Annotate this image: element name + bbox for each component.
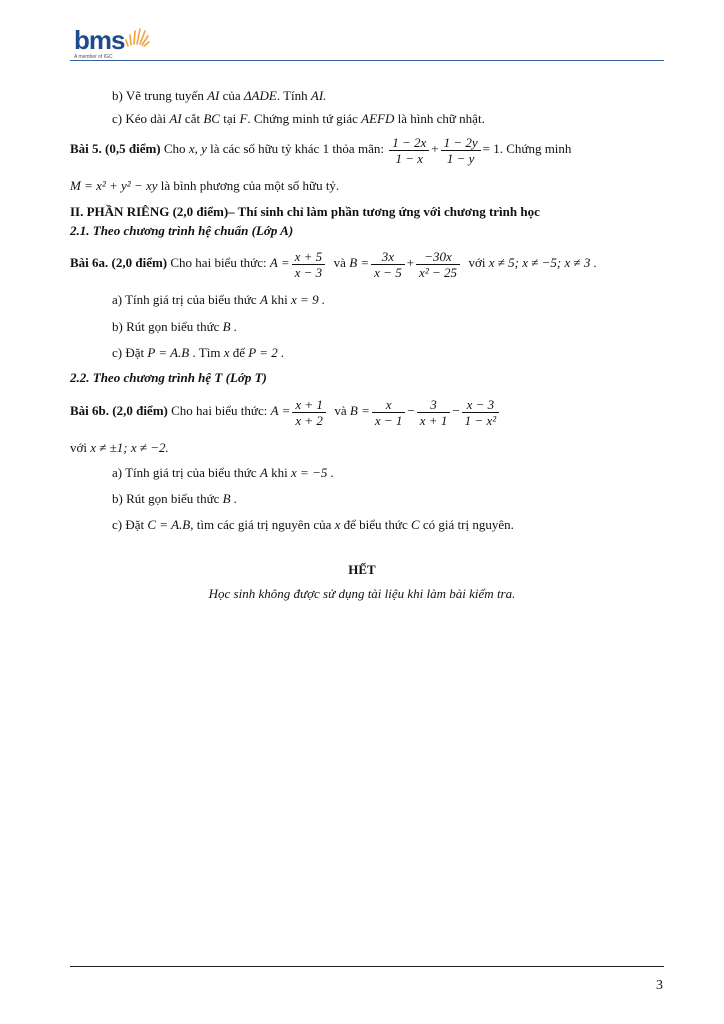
item-c-line: c) Kéo dài AI cắt BC tại F. Chứng minh tứ giác AEFD là hình chữ nhật. (112, 111, 485, 126)
bai6b-B-fraction-2: $\frac{3}{x + 1}$ (417, 397, 451, 428)
bai5-fraction-2: $\frac{1 - 2y}{1 - y}$ (441, 135, 481, 166)
bai6a-B-fraction-1: $\frac{3x}{x - 5}$ (371, 249, 405, 280)
item-b-line: b) Vẽ trung tuyến AI của ΔADE. Tính AI. (112, 88, 327, 103)
bms-logo (74, 24, 154, 64)
bai6a-B-fraction-2: $\frac{-30x}{\text{x² − 25}}$ (416, 249, 460, 280)
end-marker: HẾT (348, 562, 376, 577)
bai6a-line: Bài 6a. (2,0 điểm) Cho hai biểu thức: A = $\frac{x + 5}{x - 3}$ và B = $\frac{3x}{x - 5}$ + $\frac{-30x}{\text{x² − 25}}$ với x ≠ 5; x ≠ −5; x ≠ 3 . (70, 248, 597, 280)
page-number: 3 (656, 978, 663, 993)
section-2-2-heading: 2.2. Theo chương trình hệ T (Lớp T) (70, 370, 267, 385)
bai6b-item-c: c) Đặt C = A.B, tìm các giá trị nguyên của x để biểu thức C có giá trị nguyên. (112, 517, 514, 532)
bai5-line-2: M = x² + y² − xy là bình phương của một số hữu tỷ. (70, 178, 340, 193)
bai6a-A-fraction: $\frac{x + 5}{x - 3}$ (292, 249, 326, 280)
bai6b-B-fraction-1: $\frac{x}{x - 1}$ (372, 397, 406, 428)
bai5-line: Bài 5. (0,5 điểm) Cho x, y là các số hữu tỷ khác 1 thỏa mãn: $\frac{1 - 2x}{1 - x}$ + $\frac{1 - 2y}{1 - y}$ = 1. Chứng minh (70, 134, 572, 166)
bai6b-A-fraction: $\frac{x + 1}{x + 2}$ (292, 397, 326, 428)
bai6a-item-a: a) Tính giá trị của biểu thức A khi x = 9 . (112, 292, 326, 307)
bai6a-item-b: b) Rút gọn biểu thức B . (112, 319, 238, 334)
section-2-1-heading: 2.1. Theo chương trình hệ chuẩn (Lớp A) (70, 223, 294, 238)
logo-subtitle: A member of IGC (74, 54, 113, 60)
header-divider (70, 60, 664, 61)
bai6b-condition-line: với x ≠ ±1; x ≠ −2. (70, 440, 169, 455)
exam-note: Học sinh không được sử dụng tài liệu khi làm bài kiểm tra. (208, 586, 516, 601)
part-two-heading: II. PHẦN RIÊNG (2,0 điểm)– Thí sinh chỉ làm phần tương ứng với chương trình học (70, 204, 540, 219)
bai6a-item-c: c) Đặt P = A.B . Tìm x để P = 2 . (112, 345, 285, 360)
bai6b-item-b: b) Rút gọn biểu thức B . (112, 491, 238, 506)
footer-divider (70, 966, 664, 967)
bai5-fraction-1: $\frac{1 - 2x}{1 - x}$ (389, 135, 429, 166)
bai6b-B-fraction-3: $\frac{x - 3}{\text{1 − x²}}$ (462, 397, 499, 428)
sun-rays-icon (124, 26, 150, 48)
logo-text: bms (74, 25, 125, 55)
bai6b-item-a: a) Tính giá trị của biểu thức A khi x = −5 . (112, 465, 334, 480)
bai6b-line: Bài 6b. (2,0 điểm) Cho hai biểu thức: A = $\frac{x + 1}{x + 2}$ và B = $\frac{x}{x - 1}$ − $\frac{3}{x + 1}$ − $\frac{x - 3}{\text{1 − x²}}$ (70, 393, 501, 429)
